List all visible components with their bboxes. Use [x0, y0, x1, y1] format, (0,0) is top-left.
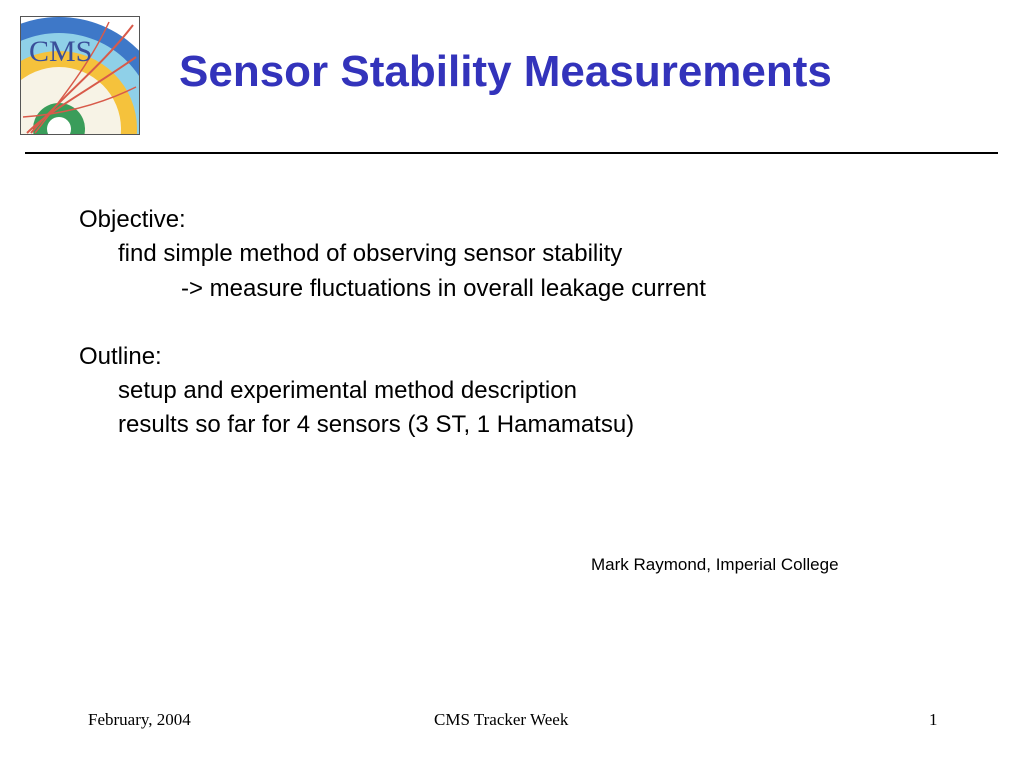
cms-logo-text: CMS	[29, 35, 93, 68]
title-divider	[25, 152, 998, 154]
outline-line-2: results so far for 4 sensors (3 ST, 1 Hamamatsu)	[118, 411, 635, 438]
objective-line-2: -> measure fluctuations in overall leakage current	[181, 275, 706, 302]
author-credit: Mark Raymond, Imperial College	[591, 555, 839, 574]
cms-logo-graphic	[21, 17, 139, 134]
slide-title: Sensor Stability Measurements	[179, 47, 832, 96]
objective-line-1: find simple method of observing sensor stability	[118, 240, 623, 267]
footer-page-number: 1	[929, 710, 938, 729]
outline-heading: Outline:	[79, 343, 162, 370]
objective-heading: Objective:	[79, 206, 186, 233]
cms-logo	[20, 16, 140, 135]
footer-event: CMS Tracker Week	[434, 710, 569, 729]
footer-date: February, 2004	[88, 710, 191, 729]
outline-line-1: setup and experimental method description	[118, 377, 577, 404]
